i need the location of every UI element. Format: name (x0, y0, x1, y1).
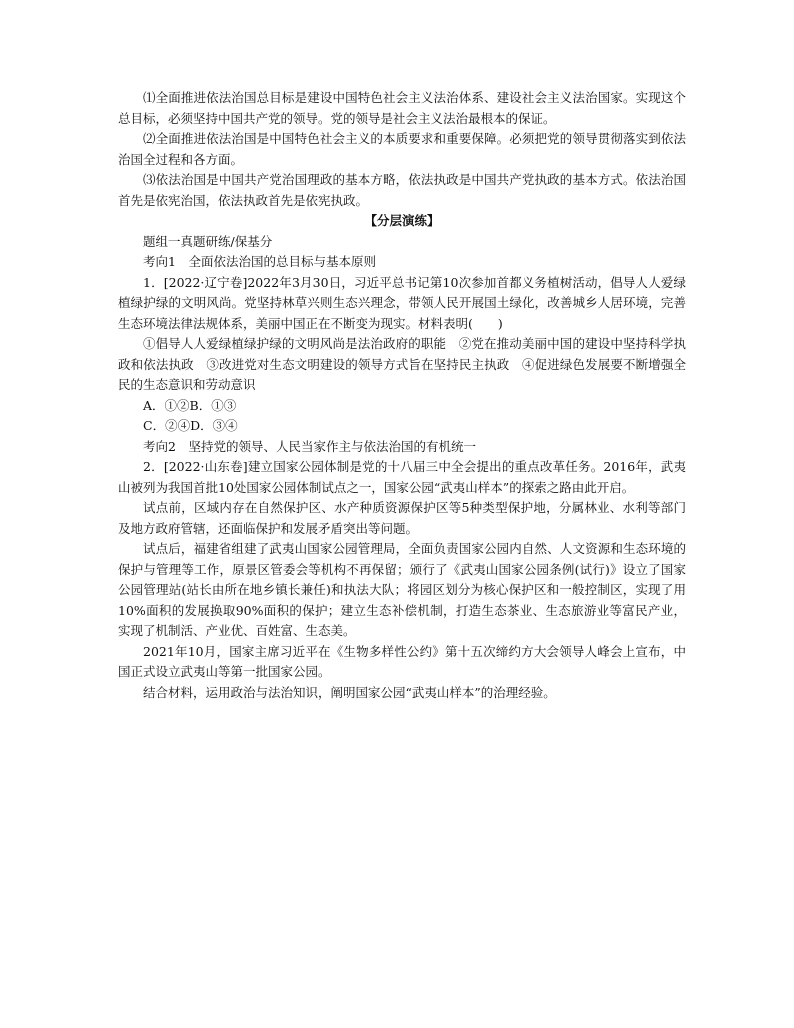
document-page (118, 88, 686, 703)
question-2-task: 结合材料，运用政治与法治知识，阐明国家公园“武夷山样本”的治理经验。 (143, 684, 556, 700)
question-1-point: 考向1 全面依法治国的总目标与基本原则 (143, 254, 376, 269)
group-title: 题组一真题研练/保基分 (143, 233, 273, 249)
summary-point-3: ⑶依法治国是中国共产党治国理政的基本方略，依法执政是中国共产党执政的基本方式。依法治国首先是依宪治国，依法执政首先是依宪执政。 (118, 172, 686, 208)
question-1-statements: ①倡导人人爱绿植绿护绿的文明风尚是法治政府的职能 ②党在推动美丽中国的建设中坚持科学执政和依法执政 ③改进党对生态文明建设的领导方式旨在坚持民主执政 ④促进绿色发展要不断增强全民的生态意识和劳动意识 (118, 336, 686, 392)
question-2-stem: 2．[2022·山东卷]建立国家公园体制是党的十八届三中全会提出的重点改革任务。2016年，武夷山被列为我国首批10处国家公园体制试点之一，国家公园“武夷山样本”的探索之路由此开启。 (118, 459, 686, 495)
question-2-para-before: 试点前，区域内存在自然保护区、水产种质资源保护区等5种类型保护地，分属林业、水利等部门及地方政府管辖，还面临保护和发展矛盾突出等问题。 (118, 500, 686, 536)
question-2-point: 考向2 坚持党的领导、人民当家作主与依法治国的有机统一 (143, 438, 476, 454)
question-2-para-2021: 2021年10月，国家主席习近平在《生物多样性公约》第十五次缔约方大会领导人峰会上宣布，中国正式设立武夷山等第一批国家公园。 (118, 643, 686, 679)
summary-point-1: ⑴全面推进依法治国总目标是建设中国特色社会主义法治体系、建设社会主义法治国家。实现这个总目标，必须坚持中国共产党的领导。党的领导是社会主义法治最根本的保证。 (118, 90, 686, 126)
question-2-para-after: 试点后，福建省组建了武夷山国家公园管理局，全面负责国家公园内自然、人文资源和生态环境的保护与管理等工作，原景区管委会等机构不再保留；颁行了《武夷山国家公园条例(试行)》设立了国家公园管理站(站长由所在地乡镇长兼任)和执法大队；将园区划分为核心保护区和一般控制区，实现了用10%面积的发展换取90%面积的保护；建立生态补偿机制，打造生态茶业、生态旅游业等富民产业，实现了机制活、产业优、百姓富、生态美。 (118, 541, 686, 638)
question-1-stem: 1．[2022·辽宁卷]2022年3月30日，习近平总书记第10次参加首都义务植树活动，倡导人人爱绿植绿护绿的文明风尚。党坚持林草兴则生态兴理念，带领人民开展国土绿化，改善城乡人居环境，完善生态环境法律法规体系，美丽中国正在不断变为现实。材料表明( ) (118, 274, 686, 331)
summary-point-2: ⑵全面推进依法治国是中国特色社会主义的本质要求和重要保障。必须把党的领导贯彻落实到依法治国全过程和各方面。 (118, 131, 686, 167)
question-1-options-cd: C．②④D．③④ (143, 418, 238, 433)
question-1-options-ab: A．①②B．①③ (143, 397, 237, 413)
section-title: 【分层演练】 (364, 213, 440, 228)
